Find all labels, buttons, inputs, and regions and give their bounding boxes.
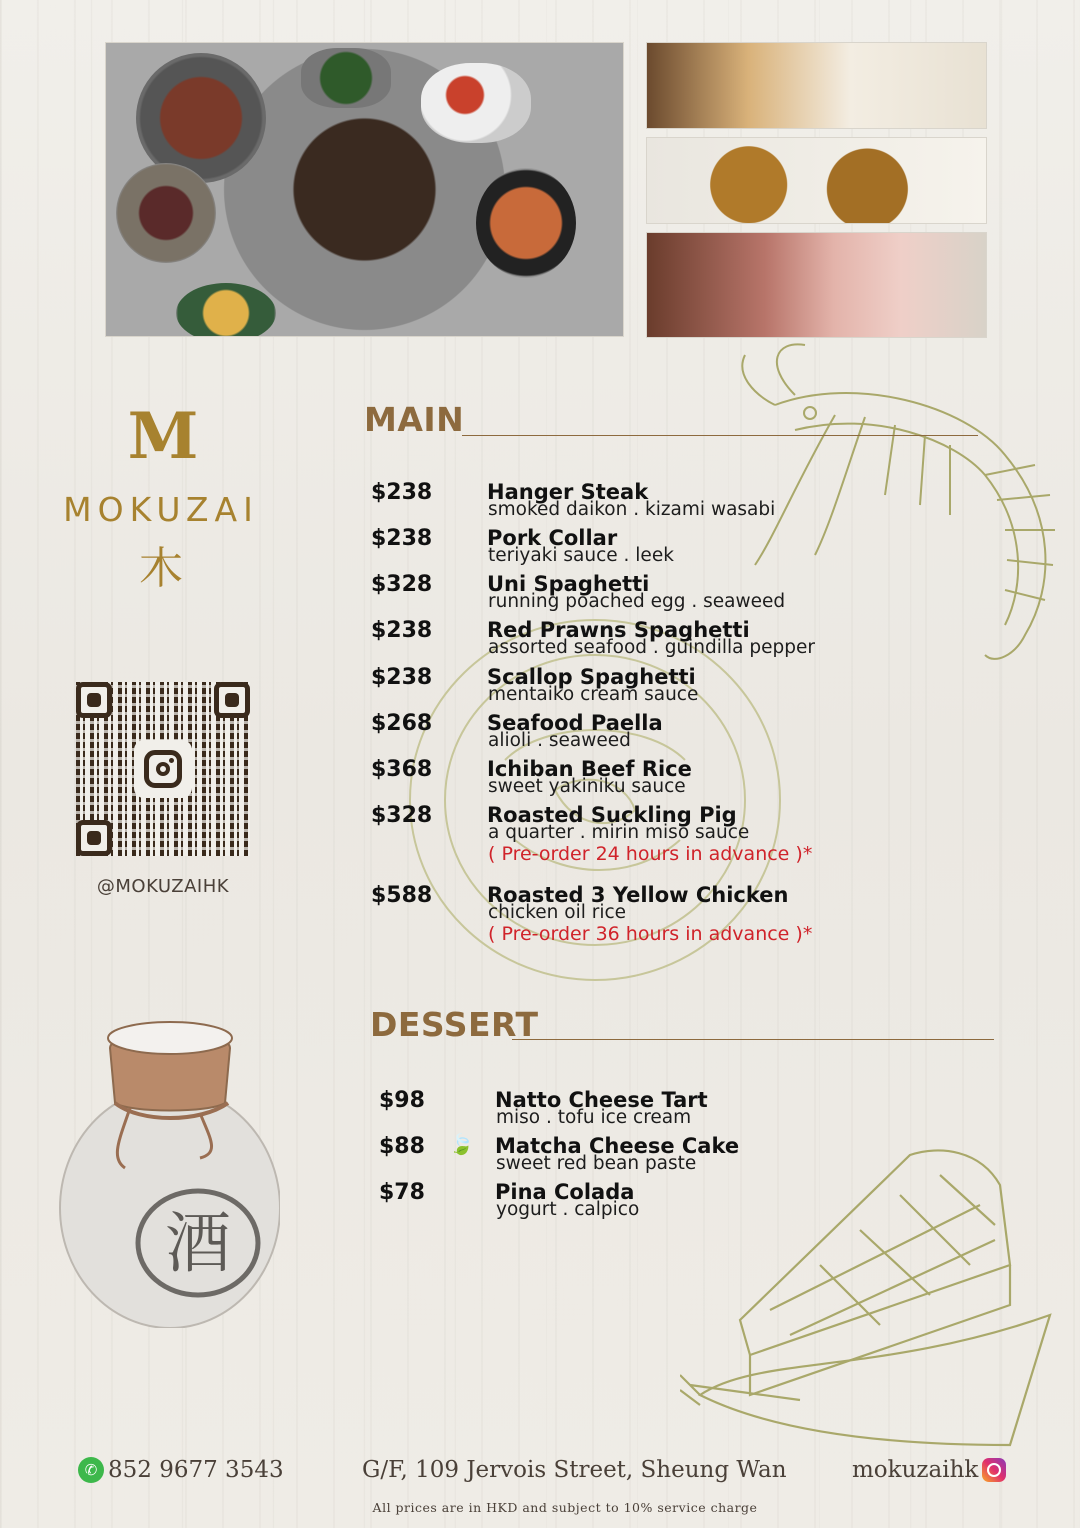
item-description: chicken oil rice (488, 902, 627, 923)
phone-number: 852 9677 3543 (108, 1457, 284, 1483)
brand-name: MOKUZAI (63, 490, 259, 529)
item-price: $238 (371, 480, 433, 505)
menu-item (371, 480, 971, 524)
item-description: miso . tofu ice cream (496, 1107, 692, 1128)
brand-kanji: 木 (139, 543, 183, 594)
item-description: mentaiko cream sauce (488, 684, 699, 705)
plate-image (301, 48, 391, 108)
menu-item (379, 1180, 979, 1224)
item-description: a quarter . mirin miso sauce (488, 822, 750, 843)
item-name: Roasted 3 Yellow Chicken (487, 883, 789, 907)
hero-food-photo (105, 42, 624, 337)
item-description: running poached egg . seaweed (488, 591, 786, 612)
croquette-photo (646, 137, 987, 224)
menu-item (371, 757, 971, 801)
item-name: Red Prawns Spaghetti (487, 618, 750, 642)
pork-photo (646, 232, 987, 338)
item-price: $328 (371, 572, 433, 597)
menu-item (371, 572, 971, 616)
menu-item (371, 526, 971, 570)
menu-item (371, 711, 971, 755)
instagram-icon (982, 1458, 1006, 1482)
item-price: $588 (371, 883, 433, 908)
svg-text:酒: 酒 (165, 1205, 231, 1282)
item-price: $98 (379, 1088, 425, 1113)
item-name: Pina Colada (495, 1180, 635, 1204)
dessert-section-title: DESSERT (370, 1005, 539, 1044)
whatsapp-icon: ✆ (78, 1457, 104, 1483)
item-description: teriyaki sauce . leek (488, 545, 674, 566)
leaf-icon: 🍃 (449, 1132, 474, 1156)
preorder-note: ( Pre-order 24 hours in advance )* (488, 843, 813, 865)
dessert-divider (512, 1039, 994, 1040)
menu-item (379, 1088, 979, 1132)
item-description: assorted seafood . guindilla pepper (488, 637, 816, 658)
qr-finder (76, 682, 112, 718)
instagram-handle: @MOKUZAIHK (96, 876, 230, 897)
item-price: $88 (379, 1134, 425, 1159)
menu-item (371, 883, 971, 947)
menu-item (371, 803, 971, 867)
item-name: Scallop Spaghetti (487, 665, 696, 689)
qr-finder (76, 820, 112, 856)
plate-image (421, 63, 531, 143)
item-price: $78 (379, 1180, 425, 1205)
address: G/F, 109 Jervois Street, Sheung Wan (362, 1457, 787, 1483)
item-name: Roasted Suckling Pig (487, 803, 737, 827)
instagram-name: mokuzaihk (852, 1457, 979, 1483)
item-price: $238 (371, 526, 433, 551)
item-description: smoked daikon . kizami wasabi (488, 499, 776, 520)
menu-item (371, 665, 971, 709)
item-description: sweet red bean paste (496, 1153, 697, 1174)
item-name: Uni Spaghetti (487, 572, 650, 596)
sake-jar-illustration (50, 1008, 280, 1328)
item-name: Ichiban Beef Rice (487, 757, 692, 781)
item-name: Hanger Steak (487, 480, 649, 504)
price-note: All prices are in HKD and subject to 10% service charge (372, 1500, 758, 1515)
main-section-title: MAIN (364, 400, 465, 439)
brand-logo (36, 399, 286, 596)
plate-image (116, 163, 216, 263)
item-price: $268 (371, 711, 433, 736)
plate-image (176, 283, 276, 337)
item-name: Matcha Cheese Cake (495, 1134, 740, 1158)
phone-contact[interactable] (78, 1457, 284, 1483)
item-price: $238 (371, 618, 433, 643)
item-name: Seafood Paella (487, 711, 663, 735)
item-description: yogurt . calpico (496, 1199, 640, 1220)
preorder-note: ( Pre-order 36 hours in advance )* (488, 923, 813, 945)
menu-item (379, 1134, 979, 1178)
plate-image (476, 168, 576, 278)
item-price: $328 (371, 803, 433, 828)
dessert-photo (646, 42, 987, 129)
instagram-icon (134, 740, 192, 798)
item-price: $368 (371, 757, 433, 782)
item-description: alioli . seaweed (488, 730, 631, 751)
instagram-link[interactable] (852, 1457, 1006, 1483)
main-divider (462, 435, 978, 436)
menu-item (371, 618, 971, 662)
logo-mark: M (127, 399, 195, 474)
item-name: Pork Collar (487, 526, 618, 550)
qr-finder (214, 682, 250, 718)
item-description: sweet yakiniku sauce (488, 776, 686, 797)
item-name: Natto Cheese Tart (495, 1088, 708, 1112)
item-price: $238 (371, 665, 433, 690)
instagram-qr-code[interactable] (76, 682, 250, 856)
